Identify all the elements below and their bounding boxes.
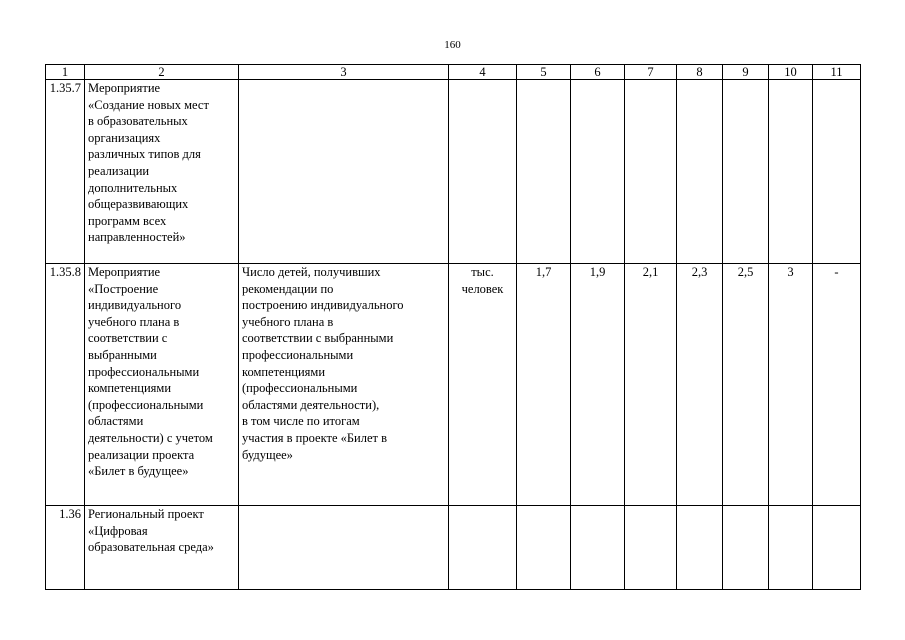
column-header: 7 [625,65,677,80]
column-header: 10 [769,65,813,80]
column-header: 2 [85,65,239,80]
row-name: Региональный проект «Цифровая образовательная среда» [85,506,239,590]
row-indicator [239,506,449,590]
row-unit [449,506,517,590]
row-unit: тыс. человек [449,264,517,506]
table-header-row [46,65,861,80]
row-value-9 [723,506,769,590]
column-header: 11 [813,65,861,80]
row-value-9 [723,80,769,264]
row-value-8 [677,506,723,590]
row-value-6: 1,9 [571,264,625,506]
row-value-10 [769,506,813,590]
row-value-8: 2,3 [677,264,723,506]
column-header: 6 [571,65,625,80]
row-value-5 [517,80,571,264]
row-value-6 [571,506,625,590]
row-value-11: - [813,264,861,506]
row-value-11 [813,506,861,590]
column-header: 8 [677,65,723,80]
row-value-10: 3 [769,264,813,506]
row-value-11 [813,80,861,264]
row-name: Мероприятие «Создание новых мест в образовательных организациях различных типов для реализации дополнительных общеразвивающих программ всех направленностей» [85,80,239,264]
column-header: 9 [723,65,769,80]
row-indicator: Число детей, получивших рекомендации по построению индивидуального учебного плана в соответствии с выбранными профессиональными компетенциями (профессиональными областями деятельности), в том числе по итогам участия в проекте «Билет в будущее» [239,264,449,506]
row-value-7 [625,80,677,264]
program-table [45,64,861,590]
row-name: Мероприятие «Построение индивидуального учебного плана в соответствии с выбранными профессиональными компетенциями (профессиональными областями деятельности) с учетом реализации проекта «Билет в будущее» [85,264,239,506]
column-header: 4 [449,65,517,80]
table-row [46,506,861,590]
row-value-7 [625,506,677,590]
row-indicator [239,80,449,264]
row-value-7: 2,1 [625,264,677,506]
row-value-6 [571,80,625,264]
row-value-9: 2,5 [723,264,769,506]
page-number: 160 [444,39,461,51]
column-header: 1 [46,65,85,80]
row-number: 1.36 [46,506,85,590]
column-header: 5 [517,65,571,80]
row-value-10 [769,80,813,264]
row-value-5: 1,7 [517,264,571,506]
row-value-8 [677,80,723,264]
column-header: 3 [239,65,449,80]
table-row [46,264,861,506]
table-row [46,80,861,264]
row-number: 1.35.8 [46,264,85,506]
row-value-5 [517,506,571,590]
row-number: 1.35.7 [46,80,85,264]
row-unit [449,80,517,264]
